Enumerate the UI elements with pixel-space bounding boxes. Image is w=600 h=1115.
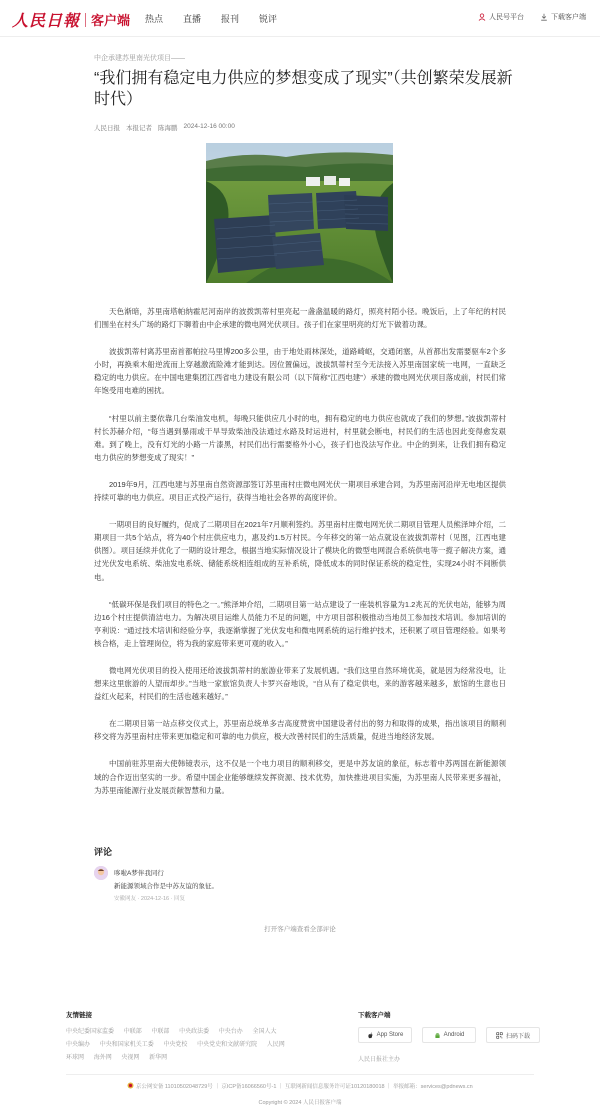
download-buttons bbox=[358, 1027, 540, 1043]
article-meta bbox=[94, 123, 235, 132]
comment-dot: · bbox=[137, 896, 141, 902]
footer-divider bbox=[66, 1074, 534, 1075]
header-right-links bbox=[478, 12, 586, 22]
friend-link[interactable]: 中央编办 bbox=[66, 1042, 91, 1048]
reply-button[interactable]: 回复 bbox=[173, 896, 185, 902]
logo-main-text: 人民日報 bbox=[12, 11, 81, 30]
people-account-link[interactable] bbox=[478, 12, 524, 22]
footer-records-text: 京公网安备 11010502048729号 ｜ 京ICP备16066560号-1 ｜ 互联网新闻信息服务许可证10120180018 ｜ 举报邮箱：services@pdnews.cn bbox=[135, 1084, 473, 1090]
comment-meta bbox=[114, 894, 185, 902]
download-icon bbox=[540, 13, 548, 21]
article-paragraph: 在二期项目第一站点移交仪式上，苏里南总统单多吉高度赞赏中国建设者付出的努力和取得的成果，指出该项目的顺利移交将为苏里南村庄带来更加稳定和可靠的电力供应，极大改善村民们的生活质量，促进当地经济发展。 bbox=[94, 719, 506, 742]
people-account-label: 人民号平台 bbox=[489, 14, 524, 21]
main-nav bbox=[145, 12, 277, 25]
friend-link[interactable]: 全国人大 bbox=[252, 1029, 277, 1035]
friend-link[interactable]: 中央纪委国家监委 bbox=[66, 1029, 115, 1035]
comment-text: 新能源领域合作是中苏友谊的象征。 bbox=[114, 883, 218, 890]
app-store-button[interactable] bbox=[358, 1027, 412, 1043]
download-heading: 下载客户端 bbox=[358, 1012, 391, 1019]
sponsor-text: 人民日报社主办 bbox=[358, 1057, 401, 1063]
friend-link[interactable]: 中央和国家机关工委 bbox=[99, 1042, 154, 1048]
article-title: “我们拥有稳定电力供应的梦想变成了现实”（共创繁荣发展新时代） bbox=[94, 70, 513, 108]
qr-code-icon bbox=[496, 1032, 503, 1039]
article-author: 本报记者 bbox=[126, 125, 152, 132]
friend-links bbox=[66, 1026, 316, 1065]
download-app-link[interactable] bbox=[540, 12, 586, 22]
logo-divider bbox=[85, 13, 86, 27]
apple-icon bbox=[367, 1032, 374, 1039]
footer-records bbox=[0, 1082, 600, 1090]
app-store-label: App Store bbox=[376, 1032, 404, 1038]
article-paragraph: “低碳环保是我们项目的特色之一。”熊泽坤介绍，二期项目第一站点建设了一座装机容量为1.2兆瓦的光伏电站，能够为周边16个村庄提供清洁电力。为解决项目运维人员能力不足的问题，中方项目部积极推动当地员工参加技术培训。参加培训的亨利说：“通过技术培训和经验分享，我逐渐掌握了光伏发电和微电网系统的运行维护技术，还积累了项目管理经验。如果考核合格，走上管理岗位，将为我的家庭带来更可观的收入。” bbox=[94, 599, 506, 648]
nav-live[interactable]: 直播 bbox=[183, 14, 202, 24]
friend-link[interactable]: 中央党校 bbox=[163, 1042, 188, 1048]
nav-newspapers[interactable]: 报刊 bbox=[221, 14, 240, 24]
nav-hot[interactable]: 热点 bbox=[145, 14, 164, 24]
article-reporter: 陈海鹏 bbox=[158, 125, 178, 132]
article-paragraph: 中国前驻苏里南大使韩镜表示，这不仅是一个电力项目的顺利移交，更是中苏友谊的象征，标志着中苏两国在新能源领域的合作迈出坚实的一步。希望中国企业能够继续发挥资源、技术优势，加快推进项目实施，为苏里南人民带来更多福祉，为苏里南能源行业发展贡献智慧和力量。 bbox=[94, 759, 506, 795]
download-app-label: 下载客户端 bbox=[551, 14, 586, 21]
qr-download-button[interactable] bbox=[486, 1027, 540, 1043]
article-source: 人民日报 bbox=[94, 125, 120, 132]
friend-link[interactable]: 新华网 bbox=[149, 1055, 168, 1061]
article-photo-solar-plant bbox=[206, 143, 393, 283]
friend-link[interactable]: 中联部 bbox=[123, 1029, 142, 1035]
friend-link[interactable]: 中央政法委 bbox=[179, 1029, 210, 1035]
android-icon bbox=[434, 1032, 441, 1039]
nav-commentary[interactable]: 锐评 bbox=[259, 14, 278, 24]
logo-sub-text: 客户端 bbox=[91, 13, 131, 28]
people-icon bbox=[478, 13, 486, 21]
article-paragraph: “村里以前主要依靠几台柴油发电机，每晚只能供应几小时的电，拥有稳定的电力供应也就成了我们的梦想。”波拔凯蒂村村长苏赫介绍，“每当遇到暴雨或干旱导致柴油没法通过水路及时运进村，村里就会断电，村民们的生活也因此变得愈发艰难。到了晚上，没有灯光的小路一片漆黑，村民们出行需要格外小心，孩子们也没法写作业。中企的到来，让我们拥有稳定电力供应的梦想变成了现实！” bbox=[94, 413, 506, 462]
police-badge-icon bbox=[127, 1082, 134, 1089]
article-datetime: 2024-12-16 00:00 bbox=[183, 123, 235, 130]
friend-link[interactable]: 中联部 bbox=[151, 1029, 170, 1035]
article-paragraph: 微电网光伏项目的投入使用还给波拔凯蒂村的旅游业带来了发展机遇。“我们这里自然环境优美，就是因为经常没电，让想来这里旅游的人望而却步。”当地一家旅馆负责人卡罗兴奋地说，“自从有了稳定供电，来的游客越来越多，旅馆的生意也日益红火起来，村民们的生活也越来越好。” bbox=[94, 665, 506, 702]
article-paragraph: 2019年9月，江西电建与苏里南自然资源部签订苏里南村庄微电网光伏一期项目承建合同，为苏里南河沿岸无电地区提供持续可靠的电力供应。项目正式投产运行，获得当地社会各界的高度评价。 bbox=[94, 479, 506, 503]
friend-link[interactable]: 中央党史和文献研究院 bbox=[197, 1042, 258, 1048]
friend-link[interactable]: 中央台办 bbox=[218, 1029, 243, 1035]
site-logo[interactable] bbox=[12, 8, 130, 31]
android-label: Android bbox=[443, 1032, 465, 1038]
comment-date: 2024-12-16 bbox=[140, 896, 170, 902]
open-app-link[interactable]: 打开客户端查看全部评论 bbox=[264, 926, 336, 933]
comment-location: 安徽网友 bbox=[114, 896, 137, 902]
article-body bbox=[94, 305, 506, 811]
friend-link[interactable]: 海外网 bbox=[93, 1055, 112, 1061]
copyright: Copyright © 2024 人民日报客户端 bbox=[258, 1100, 342, 1106]
article-paragraph: 波拔凯蒂村离苏里南首都帕拉马里博200多公里，由于地处雨林深处，道路崎岖，交通闭塞，从首都出发需要驱车2个多小时，再换乘木船逆流而上穿越激流险滩才能到达。因位置偏远，波拔凯蒂村至今无法接入苏里南国家统一电网，一直缺乏稳定的电力供应。在中国电建集团江西省电力建设有限公司（以下简称“江西电建”）承建的微电网光伏项目落成前，村民们常年饱受用电难的困扰。 bbox=[94, 347, 506, 396]
friend-link[interactable]: 人民网 bbox=[266, 1042, 285, 1048]
qr-download-label: 扫码下载 bbox=[505, 1033, 530, 1040]
article-paragraph: 一期项目的良好履约，促成了二期项目在2021年7月顺利签约。苏里南村庄微电网光伏二期项目管理人员熊泽坤介绍，二期项目一共5个站点，将为40个村庄供应电力，惠及约1.5万村民。今年移交的第一站点就设在波拔凯蒂村（见图，江西电建供图）。项目延续并优化了一期的设计理念，根据当地实际情况设计了模块化的微型电网混合系统供电等一揽子解决方案，通过光伏发电系统、柴油发电系统、储能系统相连组成的互补系统，降低成本的同时保证系统的稳定性，实现24小时不间断供电。 bbox=[94, 520, 506, 582]
avatar[interactable] bbox=[94, 866, 108, 880]
friend-link[interactable]: 环球网 bbox=[66, 1055, 85, 1061]
top-navigation bbox=[0, 0, 600, 37]
android-button[interactable] bbox=[422, 1027, 476, 1043]
comments-heading: 评论 bbox=[94, 847, 113, 857]
friend-link[interactable]: 央视网 bbox=[121, 1055, 140, 1061]
comment-dot: · bbox=[170, 896, 174, 902]
comment-username[interactable]: 哆啦A梦伴我同行 bbox=[114, 870, 164, 877]
article-paragraph: 天色渐暗，苏里南塔帕纳霍尼河南岸的波拨凯蒂村里亮起一盏盏温暖的路灯，照亮村陌小径。晚饭后，上了年纪的村民们围坐在村头广场的路灯下聊着由中企承建的微电网光伏项目。孩子们在家里明亮的灯光下做着功课。 bbox=[94, 307, 506, 330]
breadcrumb: 中企承建苏里南光伏项目—— bbox=[94, 55, 185, 62]
friend-links-heading: 友情链接 bbox=[66, 1012, 92, 1019]
